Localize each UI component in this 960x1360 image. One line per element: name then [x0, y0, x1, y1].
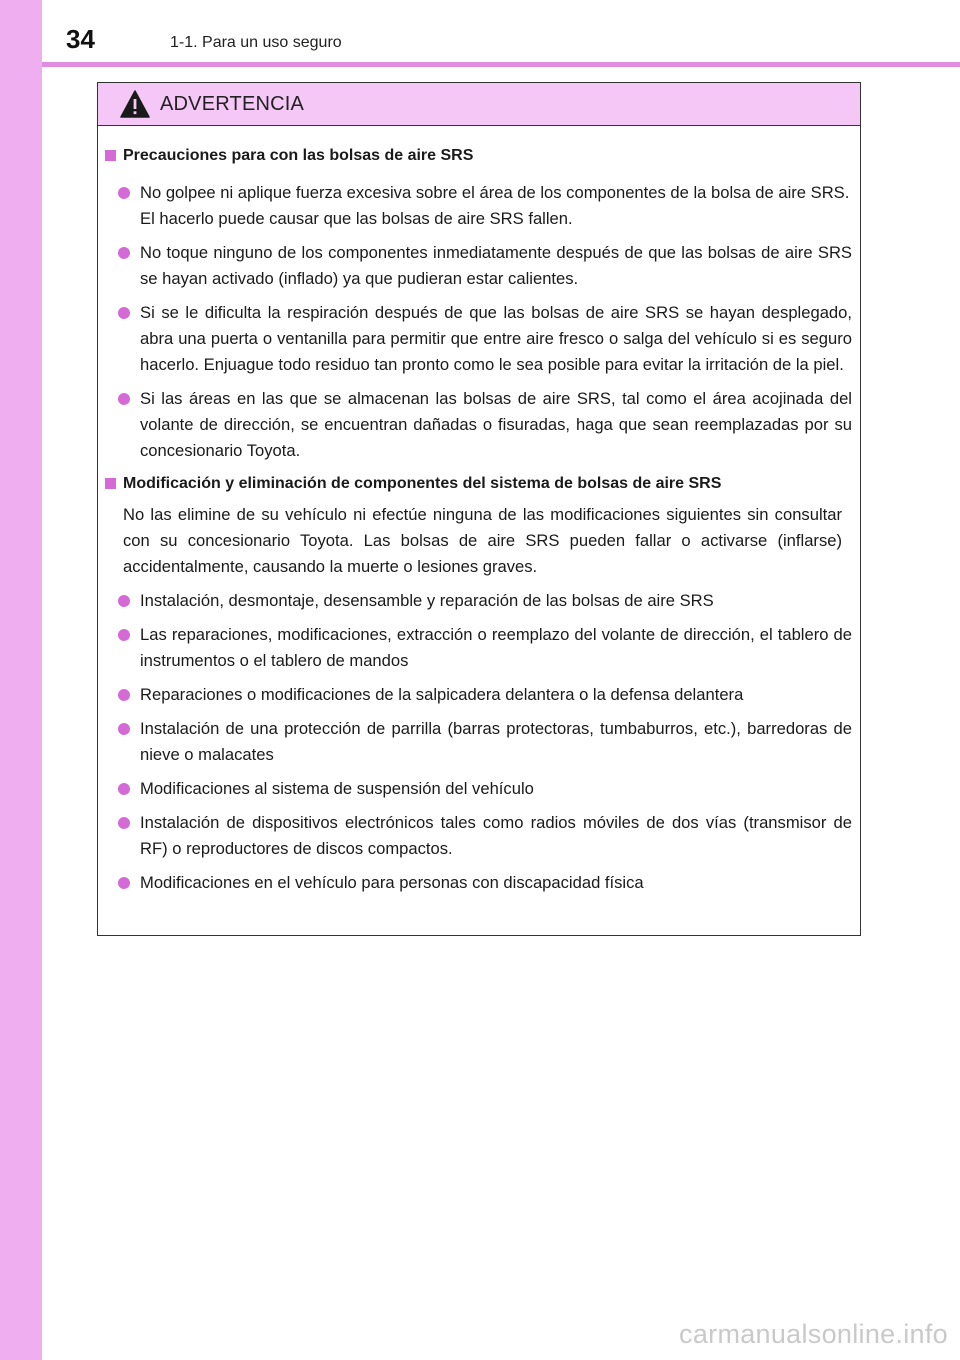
- section-intro: No las elimine de su vehículo ni efectúe ninguna de las modificaciones siguientes sin consultar con su concesionario Toyota. Las bolsas de aire SRS pueden fallar o activarse (inflarse) accidentalmente, causando la muerte o lesiones graves.: [123, 505, 842, 576]
- list-item-text: Si las áreas en las que se almacenan las bolsas de aire SRS, tal como el área acojinada del volante de dirección, se encuentran dañadas o fisuradas, haga que sean reemplazadas por su concesionario Toyota.: [140, 389, 852, 460]
- bullet-dot-icon: [118, 247, 130, 259]
- list-item: [118, 776, 852, 802]
- list-item-text: Las reparaciones, modificaciones, extracción o reemplazo del volante de dirección, el tablero de instrumentos o el tablero de mandos: [140, 625, 852, 670]
- warning-header: [98, 83, 860, 126]
- section-heading: [105, 144, 852, 168]
- warning-title: ADVERTENCIA: [160, 92, 305, 115]
- list-item-text: Instalación de una protección de parrilla (barras protectoras, tumbaburros, etc.), barredoras de nieve o malacates: [140, 719, 852, 764]
- list-item-text: Modificaciones en el vehículo para personas con discapacidad física: [140, 873, 644, 892]
- section-heading: [105, 472, 852, 496]
- list-item-text: Modificaciones al sistema de suspensión del vehículo: [140, 779, 534, 798]
- side-color-strip: [0, 0, 42, 1360]
- bullet-dot-icon: [118, 595, 130, 607]
- header-rule: [42, 62, 960, 67]
- list-item: [118, 810, 852, 862]
- list-item: [118, 682, 852, 708]
- list-item: [118, 588, 852, 614]
- page-number: 34: [66, 24, 95, 54]
- list-item: [118, 386, 852, 464]
- list-item-text: El hacerlo puede causar que las bolsas de aire SRS fallen.: [140, 209, 573, 228]
- bullet-dot-icon: [118, 689, 130, 701]
- running-head: 1-1. Para un uso seguro: [170, 34, 342, 51]
- bullet-dot-icon: [118, 307, 130, 319]
- warning-content: [98, 126, 860, 896]
- list-item: [118, 240, 852, 292]
- bullet-dot-icon: [118, 393, 130, 405]
- list-item-text: Instalación, desmontaje, desensamble y reparación de las bolsas de aire SRS: [140, 591, 714, 610]
- bullet-dot-icon: [118, 187, 130, 199]
- section-heading-text: Precauciones para con las bolsas de aire SRS: [123, 147, 474, 164]
- bullet-dot-icon: [118, 629, 130, 641]
- bullet-dot-icon: [118, 783, 130, 795]
- list-item-text: Si se le dificulta la respiración después de que las bolsas de aire SRS se hayan desplegado, abra una puerta o ventanilla para permitir que entre aire fresco o salga del vehículo si es seguro hacerlo. Enjuague todo residuo tan pronto como le sea posible para evitar la irritación de la piel.: [140, 303, 852, 374]
- bullet-dot-icon: [118, 877, 130, 889]
- section-heading-text: Modificación y eliminación de componentes del sistema de bolsas de aire SRS: [123, 475, 722, 492]
- list-item-text: No golpee ni aplique fuerza excesiva sobre el área de los componentes de la bolsa de aire SRS.: [140, 183, 850, 202]
- warning-triangle-icon: [120, 90, 150, 118]
- list-item: [118, 870, 852, 896]
- list-item-text: No toque ninguno de los componentes inmediatamente después de que las bolsas de aire SRS se hayan activado (inflado) ya que pudieran estar calientes.: [140, 243, 852, 288]
- watermark: carmanualsonline.info: [679, 1319, 948, 1349]
- list-item: [118, 622, 852, 674]
- list-item: [118, 716, 852, 768]
- square-bullet-icon: [105, 478, 116, 489]
- warning-box: [97, 82, 861, 936]
- list-item: [118, 300, 852, 378]
- bullet-dot-icon: [118, 723, 130, 735]
- list-item: [118, 180, 852, 232]
- square-bullet-icon: [105, 150, 116, 161]
- bullet-dot-icon: [118, 817, 130, 829]
- list-item-text: Instalación de dispositivos electrónicos tales como radios móviles de dos vías (transmisor de RF) o reproductores de discos compactos.: [140, 813, 852, 858]
- list-item-text: Reparaciones o modificaciones de la salpicadera delantera o la defensa delantera: [140, 685, 744, 704]
